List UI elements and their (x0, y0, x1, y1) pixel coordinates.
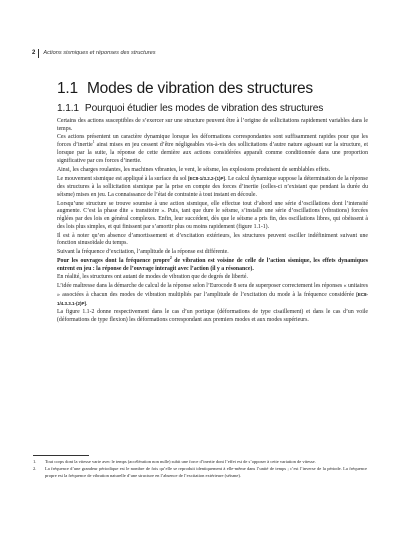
chapter-title-text: Modes de vibration des structures (86, 80, 313, 97)
footnote-marker: 1 (92, 140, 95, 145)
footnote-text: Tout corps dont la vitesse varie avec le temps (accélération non nulle) subit une force d’inertie dont l’effet est de s’opposer à cette variation de vitesse. (45, 459, 316, 464)
footnote (33, 466, 367, 479)
footnote-text: La fréquence d’une grandeur périodique est le nombre de fois qu’elle se reproduit identiquement à elle-même dans l’unité de temps ; c’est l’inverse de la période. La fréquence propre est la fréquence de vibration naturelle d’une structure en l’absence de l’excitation extérieure (séisme). (45, 466, 367, 478)
footnotes (33, 459, 367, 480)
paragraph: L’idée maîtresse dans la démarche de calcul de la réponse selon l’Eurocode 8 sera de superposer correctement les réponses « unitaires » associées à chacun des modes de vibration multipliés par l’amplitude de l’excitation du mode à la fréquence considérée [EC8-1/4.3.3.1-(2)P]. (57, 282, 368, 307)
footnote-marker: 2 (169, 255, 172, 260)
section-number: 1.1.1 (57, 103, 79, 114)
paragraph: Pour les ouvrages dont la fréquence propre$^2$ de vibration est voisine de celle de l’action sismique, les effets dynamiques entrent en jeu : la réponse de l’ouvrage interagit avec l’action (il y a résonance). (57, 255, 368, 272)
footnote (33, 459, 367, 465)
paragraph: Suivant la fréquence d’excitation, l’amplitude de la réponse est différente. (57, 249, 229, 256)
footnote-rule (33, 455, 89, 456)
paragraph: Ainsi, les charges roulantes, les machines vibrantes, le vent, le séisme, les explosions produisent de semblables effets. (57, 166, 331, 173)
chapter-title (57, 80, 377, 98)
section-title (57, 103, 377, 114)
eurocode-reference: [EC8-1/4.3.3.1-(2)P] (57, 291, 368, 306)
paragraph: Ces actions présentent un caractère dynamique lorsque les déformations correspondantes sont suffisamment rapides pour que les forces d’inertie$^1$ ainsi mises en jeu cessent d’être négligeables vis-à-vis des sollicitations d’autre nature agissant sur la structure, et lorsque par la suite, la réponse de cette dernière aux actions considérées apparaît comme conditionnée dans une proportion significative par ces forces d’inertie. (57, 134, 368, 164)
running-header (32, 47, 368, 59)
footnote-number: 2. (33, 466, 37, 472)
paragraph: Il est à noter qu’en absence d’amortissement et d’excitation extérieurs, les structures peuvent osciller indéfiniment suivant une fonction sinusoïdale du temps. (57, 232, 368, 247)
chapter-number: 1.1 (57, 80, 78, 97)
paragraph: Certains des actions susceptibles de s’exercer sur une structure peuvent être à l’origine de sollicitations rapidement variables dans le temps. (57, 118, 368, 132)
paragraph: Lorsqu’une structure se trouve soumise à une action sismique, elle effectue tout d’abord une série d’oscillations dont l’intensité augmente. C’est la phase dite « transitoire ». Puis, tant que dure le séisme, s’installe une série d’oscillations (vibrations) forcées réglées par des lois en général complexes. Enfin, leur succédent, dès que le séisme a pris fin, des oscillations libres, qui obéissent à des lois plus simples, et qui finissent par s’amortir plus ou moins rapidement (figure 1.1-1). (57, 200, 368, 230)
body-text (57, 118, 368, 326)
paragraph: La figure 1.1-2 donne respectivement dans le cas d’un portique (déformations de type cisaillement) et dans le cas d’un voile (déformations de type flexion) les déformations correspondant aux premiers modes et aux modes supérieurs. (57, 309, 368, 324)
paragraph: En réalité, les structures ont autant de modes de vibration que de degrés de liberté. (57, 274, 248, 281)
section-title-text: Pourquoi étudier les modes de vibration des structures (84, 103, 324, 114)
paragraph: Le mouvement sismique est appliqué à la surface du sol [EC8-1/3.2.2-(1)P]. Le calcul dynamique suppose la détermination de la réponse des structures à la sollicitation sismique par la prise en compte des forces d’inertie (celles-ci n’existant que pendant la durée du séisme) mises en jeu. La connaissance de l’état de contrainte à tout instant en découle. (57, 176, 369, 198)
eurocode-reference: [EC8-1/3.2.2-(1)P] (188, 176, 226, 182)
running-title: Actions sismiques et réponses des structures (43, 50, 156, 56)
footnote-number: 1. (33, 459, 37, 464)
page-number: 2 (32, 50, 36, 56)
header-divider (38, 49, 39, 58)
